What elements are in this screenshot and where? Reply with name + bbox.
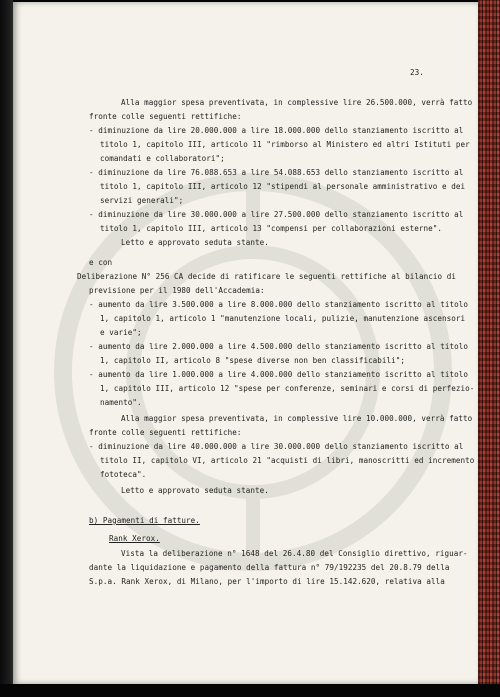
left-binding-edge <box>0 0 13 697</box>
text-line: servizi generali"; <box>100 196 184 205</box>
section-heading: b) Pagamenti di fatture. <box>89 516 200 525</box>
text-line: titolo 1, capitolo III, articolo 13 "compensi per collaborazioni esterne". <box>100 224 443 233</box>
text-line: titolo II, capitolo VI, articolo 21 "acquisti di libri, manoscritti ed incremento <box>100 456 475 465</box>
text-line: titolo 1, capitolo III, articolo 11 "rimborso al Ministero ed altri Istituti per <box>100 140 470 149</box>
right-binding-cloth <box>478 0 500 697</box>
bottom-shadow <box>0 684 500 697</box>
subsection-heading: Rank Xerox. <box>109 534 160 543</box>
text-line: 1, capitolo 1, articolo 1 "manutenzione locali, pulizie, manutenzione ascensori <box>100 314 466 323</box>
text-line: - diminuzione da lire 40.000.000 a lire 30.000.000 dello stanziamento iscritto al <box>89 442 464 451</box>
text-line: fronte colle seguenti rettifiche: <box>89 112 242 121</box>
text-line: - diminuzione da lire 30.000.000 a lire 27.500.000 dello stanziamento iscritto al <box>89 210 464 219</box>
text-line: S.p.a. Rank Xerox, di Milano, per l'importo di lire 15.142.620, relativa alla <box>89 577 445 586</box>
text-line: Alla maggior spesa preventivata, in complessive lire 10.000.000, verrà fatto <box>121 414 473 423</box>
text-line: - diminuzione da lire 76.088.653 a lire 54.088.653 dello stanziamento iscritto al <box>89 168 464 177</box>
text-line: dante la liquidazione e pagamento della fattura n° 79/192235 del 20.8.79 della <box>89 563 450 572</box>
text-line: Vista la deliberazione n° 1648 del 26.4.80 del Consiglio direttivo, riguar- <box>121 549 468 558</box>
text-line: - aumento da lire 2.000.000 a lire 4.500.000 dello stanziamento iscritto al titolo <box>89 342 468 351</box>
page-text <box>13 2 478 684</box>
text-line: fototeca". <box>100 470 147 479</box>
text-line: Letto e approvato seduta stante. <box>121 238 269 247</box>
page-number: 23. <box>410 68 424 77</box>
document-page <box>13 2 478 684</box>
text-line: Deliberazione N° 256 CA decide di ratificare le seguenti rettifiche al bilancio di <box>77 272 456 281</box>
text-line: 1, capitolo II, articolo 8 "spese diverse non ben classificabili"; <box>100 356 406 365</box>
text-line: - aumento da lire 1.000.000 a lire 4.000.000 dello stanziamento iscritto al titolo <box>89 370 468 379</box>
text-line: e varie"; <box>100 328 142 337</box>
text-line: titolo 1, capitolo III, articolo 12 "stipendi al personale amministrativo e dei <box>100 182 466 191</box>
text-line: previsione per il 1980 dell'Accademia: <box>89 286 265 295</box>
text-line: namento". <box>100 398 142 407</box>
text-line: 1, capitolo III, articolo 12 "spese per conferenze, seminari e corsi di perfezio- <box>100 384 475 393</box>
text-line: - diminuzione da lire 20.000.000 a lire 18.000.000 dello stanziamento iscritto al <box>89 126 464 135</box>
text-line: comandati e collaboratori"; <box>100 154 225 163</box>
text-line: Alla maggior spesa preventivata, in complessive lire 26.500.000, verrà fatto <box>121 98 473 107</box>
text-line: fronte colle seguenti rettifiche: <box>89 428 242 437</box>
text-line: Letto e approvato seduta stante. <box>121 486 269 495</box>
text-line: - aumento da lire 3.500.000 a lire 8.000.000 dello stanziamento iscritto al titolo <box>89 300 468 309</box>
text-line: e con <box>89 258 113 267</box>
